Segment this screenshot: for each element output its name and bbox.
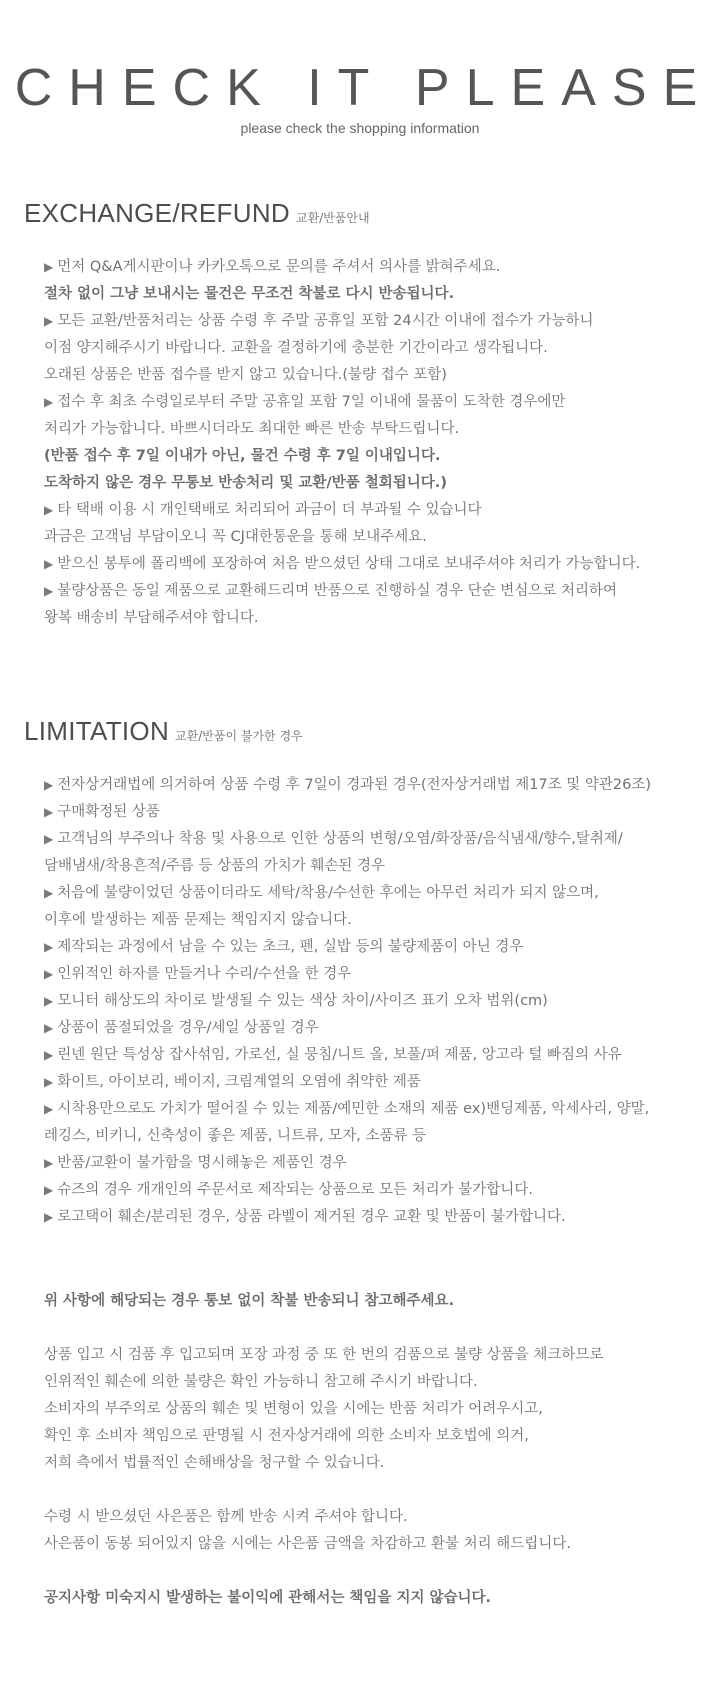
info-line xyxy=(44,497,704,524)
arrow-bullet-icon: ▶ xyxy=(44,503,54,517)
arrow-bullet-icon: ▶ xyxy=(44,1021,54,1035)
page-subtitle: please check the shopping information xyxy=(240,120,480,136)
info-text: 불량상품은 동일 제품으로 교환해드리며 반품으로 진행하실 경우 단순 변심으로 처리하여 xyxy=(57,583,617,599)
exchange-title: EXCHANGE/REFUND xyxy=(24,198,290,228)
inspection-paragraph xyxy=(44,1342,704,1477)
info-text: 과금은 고객님 부담이오니 꼭 CJ대한통운을 통해 보내주세요. xyxy=(44,529,427,545)
arrow-bullet-icon: ▶ xyxy=(44,1183,54,1197)
info-line xyxy=(44,281,704,308)
info-line xyxy=(44,254,704,281)
info-line xyxy=(44,988,704,1015)
info-text: 시착용만으로도 가치가 떨어질 수 있는 제품/예민한 소재의 제품 ex)밴딩제품, 악세사리, 양말, xyxy=(57,1101,650,1117)
info-line: 인위적인 훼손에 의한 불량은 확인 가능하니 참고해 주시기 바랍니다. xyxy=(44,1374,478,1390)
exchange-subtitle: 교환/반품안내 xyxy=(295,211,370,225)
limitation-heading xyxy=(24,716,303,747)
limitation-subtitle: 교환/반품이 불가한 경우 xyxy=(175,729,303,743)
limitation-list xyxy=(44,772,704,1231)
info-line xyxy=(44,605,704,632)
arrow-bullet-icon: ▶ xyxy=(44,778,54,792)
arrow-bullet-icon: ▶ xyxy=(44,832,54,846)
info-line: 확인 후 소비자 책임으로 판명될 시 전자상거래에 의한 소비자 보호법에 의거, xyxy=(44,1428,529,1444)
info-line xyxy=(44,362,704,389)
info-line: 소비자의 부주의로 상품의 훼손 및 변형이 있을 시에는 반품 처리가 어려우시고, xyxy=(44,1401,543,1417)
info-line xyxy=(44,772,704,799)
info-text: 상품이 품절되었을 경우/세일 상품일 경우 xyxy=(57,1020,319,1036)
info-line xyxy=(44,416,704,443)
exchange-heading xyxy=(24,198,370,229)
arrow-bullet-icon: ▶ xyxy=(44,940,54,954)
arrow-bullet-icon: ▶ xyxy=(44,967,54,981)
info-text: 이점 양지해주시기 바랍니다. 교환을 결정하기에 충분한 기간이라고 생각됩니다. xyxy=(44,340,548,356)
page-title: CHECK IT PLEASE xyxy=(14,59,714,117)
info-text: 먼저 Q&A게시판이나 카카오톡으로 문의를 주셔서 의사를 밝혀주세요. xyxy=(57,259,501,275)
info-line xyxy=(44,826,704,853)
info-line xyxy=(44,799,704,826)
arrow-bullet-icon: ▶ xyxy=(44,994,54,1008)
info-text: 이후에 발생하는 제품 문제는 책임지지 않습니다. xyxy=(44,912,352,928)
notice-disclaimer: 공지사항 미숙지시 발생하는 불이익에 관해서는 책임을 지지 않습니다. xyxy=(44,1590,492,1606)
info-line xyxy=(44,578,704,605)
info-line xyxy=(44,1042,704,1069)
info-text: 모니터 해상도의 차이로 발생될 수 있는 색상 차이/사이즈 표기 오차 범위(cm) xyxy=(57,993,548,1009)
info-line xyxy=(44,880,704,907)
info-text: 로고택이 훼손/분리된 경우, 상품 라벨이 제거된 경우 교환 및 반품이 불가합니다. xyxy=(57,1209,566,1225)
arrow-bullet-icon: ▶ xyxy=(44,1210,54,1224)
info-text: 반품/교환이 불가함을 명시해놓은 제품인 경우 xyxy=(57,1155,347,1171)
info-text: 인위적인 하자를 만들거나 수리/수선을 한 경우 xyxy=(57,966,352,982)
info-line: 상품 입고 시 검품 후 입고되며 포장 과정 중 또 한 번의 검품으로 불량 상품을 체크하므로 xyxy=(44,1347,604,1363)
info-text: 제작되는 과정에서 남을 수 있는 초크, 펜, 실밥 등의 불량제품이 아닌 경우 xyxy=(57,939,524,955)
info-text: 절차 없이 그냥 보내시는 물건은 무조건 착불로 다시 반송됩니다. xyxy=(44,286,455,302)
info-text: 슈즈의 경우 개개인의 주문서로 제작되는 상품으로 모든 처리가 불가합니다. xyxy=(57,1182,533,1198)
info-text: 화이트, 아이보리, 베이지, 크림계열의 오염에 취약한 제품 xyxy=(57,1074,421,1090)
info-line xyxy=(44,907,704,934)
info-line: 저희 측에서 법률적인 손해배상을 청구할 수 있습니다. xyxy=(44,1455,385,1471)
info-line: 수령 시 받으셨던 사은품은 함께 반송 시켜 주셔야 합니다. xyxy=(44,1509,408,1525)
info-line xyxy=(44,1177,704,1204)
info-line: 사은품이 동봉 되어있지 않을 시에는 사은품 금액을 차감하고 환불 처리 해드립니다. xyxy=(44,1536,571,1552)
arrow-bullet-icon: ▶ xyxy=(44,805,54,819)
info-text: 처음에 불량이었던 상품이더라도 세탁/착용/수선한 후에는 아무런 처리가 되지 않으며, xyxy=(57,885,599,901)
info-line xyxy=(44,470,704,497)
info-line xyxy=(44,524,704,551)
arrow-bullet-icon: ▶ xyxy=(44,886,54,900)
info-line xyxy=(44,308,704,335)
info-text: 도착하지 않은 경우 무통보 반송처리 및 교환/반품 철회됩니다.) xyxy=(44,475,447,491)
info-line xyxy=(44,1015,704,1042)
info-text: 전자상거래법에 의거하여 상품 수령 후 7일이 경과된 경우(전자상거래법 제17조 및 약관26조) xyxy=(57,777,652,793)
info-text: 린넨 원단 특성상 잡사섞임, 가로선, 실 뭉침/니트 올, 보풀/퍼 제품, 앙고라 털 빠짐의 사유 xyxy=(57,1047,622,1063)
info-line xyxy=(44,961,704,988)
info-text: 담배냄새/착용흔적/주름 등 상품의 가치가 훼손된 경우 xyxy=(44,858,385,874)
arrow-bullet-icon: ▶ xyxy=(44,1156,54,1170)
arrow-bullet-icon: ▶ xyxy=(44,557,54,571)
arrow-bullet-icon: ▶ xyxy=(44,314,54,328)
info-line xyxy=(44,1150,704,1177)
arrow-bullet-icon: ▶ xyxy=(44,584,54,598)
arrow-bullet-icon: ▶ xyxy=(44,1048,54,1062)
info-text: 레깅스, 비키니, 신축성이 좋은 제품, 니트류, 모자, 소품류 등 xyxy=(44,1128,427,1144)
info-line xyxy=(44,1069,704,1096)
info-text: 접수 후 최초 수령일로부터 주말 공휴일 포함 7일 이내에 물품이 도착한 경우에만 xyxy=(57,394,566,410)
info-line xyxy=(44,934,704,961)
info-line xyxy=(44,1096,704,1123)
arrow-bullet-icon: ▶ xyxy=(44,260,54,274)
info-text: 처리가 가능합니다. 바쁘시더라도 최대한 빠른 반송 부탁드립니다. xyxy=(44,421,460,437)
info-text: 왕복 배송비 부담해주셔야 합니다. xyxy=(44,610,259,626)
info-text: 모든 교환/반품처리는 상품 수령 후 주말 공휴일 포함 24시간 이내에 접수가 가능하니 xyxy=(57,313,594,329)
gift-paragraph xyxy=(44,1504,704,1558)
info-line xyxy=(44,551,704,578)
info-line xyxy=(44,1204,704,1231)
info-text: 오래된 상품은 반품 접수를 받지 않고 있습니다.(불량 접수 포함) xyxy=(44,367,447,383)
arrow-bullet-icon: ▶ xyxy=(44,395,54,409)
info-text: (반품 접수 후 7일 이내가 아닌, 물건 수령 후 7일 이내입니다. xyxy=(44,448,441,464)
notes-section xyxy=(44,1288,704,1612)
info-text: 받으신 봉투에 폴리백에 포장하여 처음 받으셨던 상태 그대로 보내주셔야 처리가 가능합니다. xyxy=(57,556,641,572)
arrow-bullet-icon: ▶ xyxy=(44,1075,54,1089)
info-line xyxy=(44,335,704,362)
limitation-title: LIMITATION xyxy=(24,716,170,746)
info-line xyxy=(44,389,704,416)
info-line xyxy=(44,443,704,470)
info-line xyxy=(44,853,704,880)
info-text: 타 택배 이용 시 개인택배로 처리되어 과금이 더 부과될 수 있습니다 xyxy=(57,502,482,518)
info-text: 고객님의 부주의나 착용 및 사용으로 인한 상품의 변형/오염/화장품/음식냄새/향수,탈취제/ xyxy=(57,831,623,847)
info-text: 구매확정된 상품 xyxy=(57,804,160,820)
arrow-bullet-icon: ▶ xyxy=(44,1102,54,1116)
info-line xyxy=(44,1123,704,1150)
notice-cod-return: 위 사항에 해당되는 경우 통보 없이 착불 반송되니 참고해주세요. xyxy=(44,1293,455,1309)
exchange-info-list xyxy=(44,254,704,632)
